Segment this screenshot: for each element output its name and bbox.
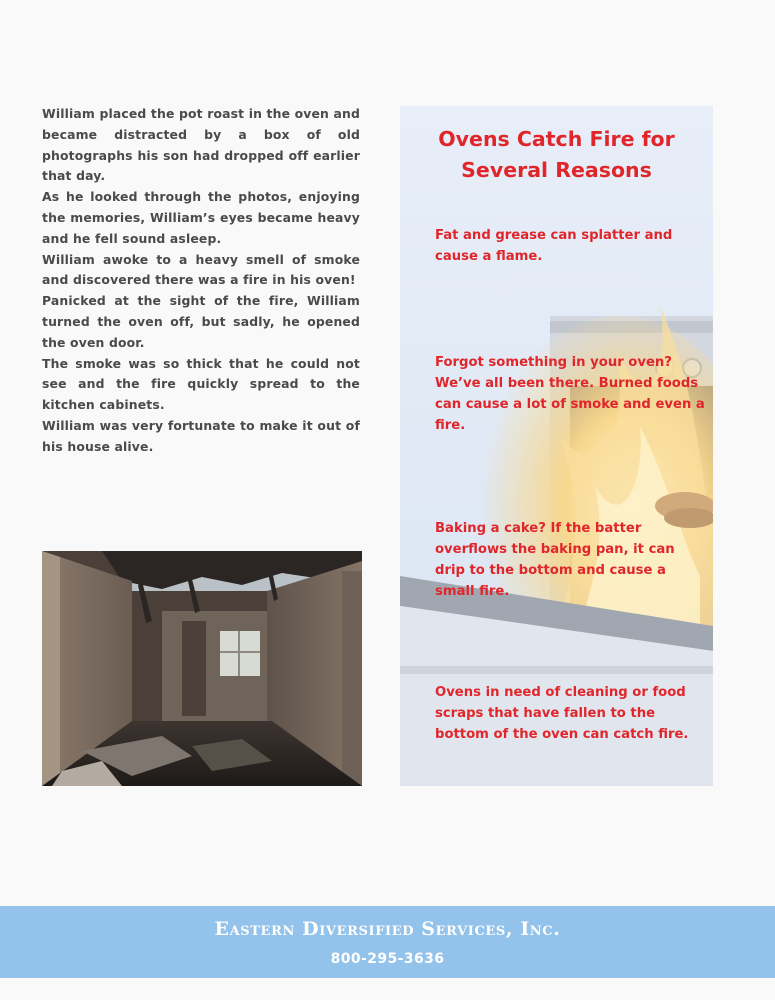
reason-item: Forgot something in your oven? We’ve all been there. Burned foods can cause a lot of smoke and even a fire. — [435, 355, 705, 433]
story-text — [42, 104, 360, 458]
story-paragraph: William placed the pot roast in the oven and became distracted by a box of old photographs his son had dropped off earlier that day. — [42, 106, 360, 184]
panel-title: Ovens Catch Fire for Several Reasons — [438, 127, 675, 182]
phone-number: 800-295-3636 — [330, 951, 445, 967]
story-paragraph: As he looked through the photos, enjoying the memories, William’s eyes became heavy and he fell sound asleep. — [42, 189, 360, 246]
story-paragraph: Panicked at the sight of the fire, William turned the oven off, but sadly, he opened the oven door. — [42, 293, 360, 350]
reason-item: Fat and grease can splatter and cause a flame. — [435, 228, 673, 264]
burned-house-photo — [42, 551, 362, 786]
story-paragraph: William was very fortunate to make it out of his house alive. — [42, 417, 360, 454]
reason-item: Baking a cake? If the batter overflows the baking pan, it can drip to the bottom and cause a small fire. — [435, 521, 675, 599]
story-paragraph: The smoke was so thick that he could not see and the fire quickly spread to the kitchen cabinets. — [42, 355, 360, 413]
oven-fire-reasons-panel — [400, 106, 713, 786]
footer — [0, 906, 775, 978]
reason-item: Ovens in need of cleaning or food scraps that have fallen to the bottom of the oven can catch fire. — [435, 685, 689, 742]
company-name: Eastern Diversified Services, Inc. — [214, 918, 561, 940]
story-paragraph: William awoke to a heavy smell of smoke and discovered there was a fire in his oven! — [42, 251, 360, 288]
